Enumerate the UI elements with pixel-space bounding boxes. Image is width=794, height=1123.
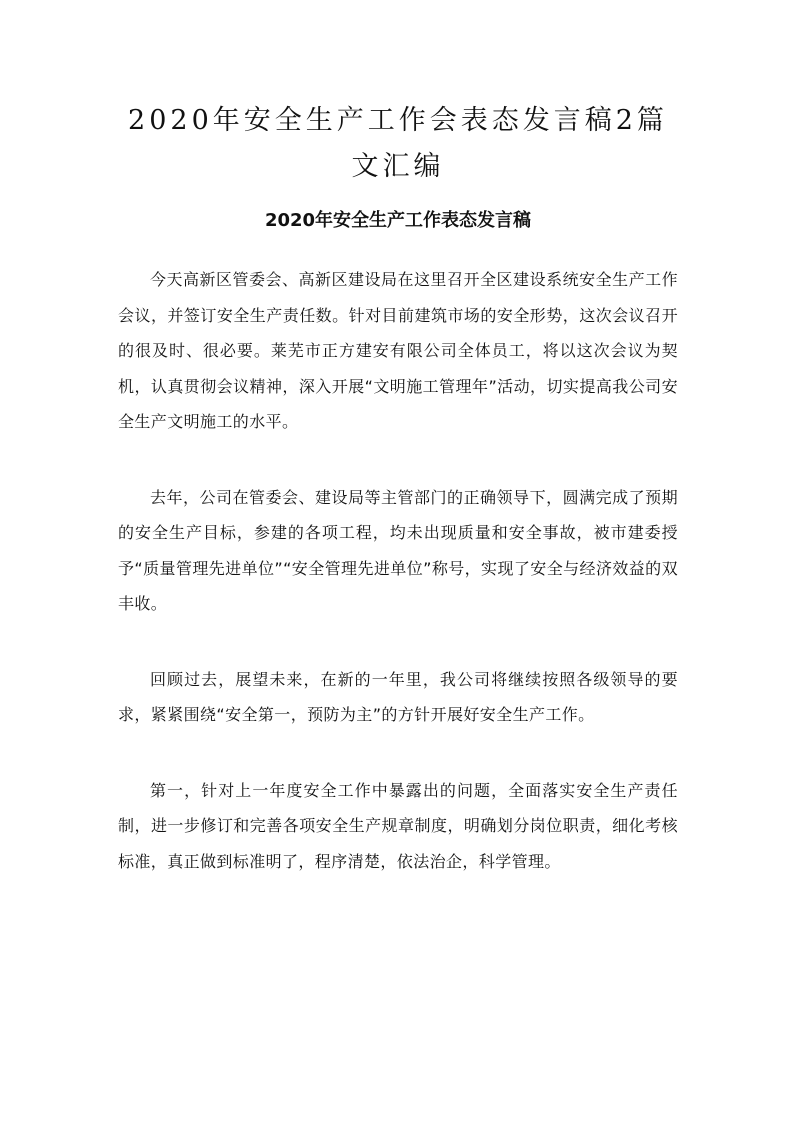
document-title: 2020年安全生产工作会表态发言稿2篇文汇编 [128, 105, 668, 182]
body-paragraph: 今天高新区管委会、高新区建设局在这里召开全区建设系统安全生产工作会议，并签订安全生产责任数。针对目前建筑市场的安全形势，这次会议召开的很及时、很必要。莱芜市正方建安有限公司全体员工，将以这次会议为契机，认真贯彻会议精神，深入开展“文明施工管理年”活动，切实提高我公司安全生产文明施工的水平。 [118, 270, 678, 431]
body-paragraph: 去年，公司在管委会、建设局等主管部门的正确领导下，圆满完成了预期的安全生产目标，参建的各项工程，均未出现质量和安全事故，被市建委授予“质量管理先进单位”“安全管理先进单位”称号，实现了安全与经济效益的双丰收。 [118, 487, 678, 613]
body-paragraph: 回顾过去，展望未来，在新的一年里，我公司将继续按照各级领导的要求，紧紧围绕“安全第一，预防为主”的方针开展好安全生产工作。 [118, 669, 678, 724]
body-paragraph: 第一，针对上一年度安全工作中暴露出的问题，全面落实安全生产责任制，进一步修订和完善各项安全生产规章制度，明确划分岗位职责，细化考核标准，真正做到标准明了，程序清楚，依法治企，科学管理。 [118, 780, 678, 871]
document-body [118, 262, 678, 919]
document-subtitle: 2020年安全生产工作表态发言稿 [264, 210, 532, 231]
